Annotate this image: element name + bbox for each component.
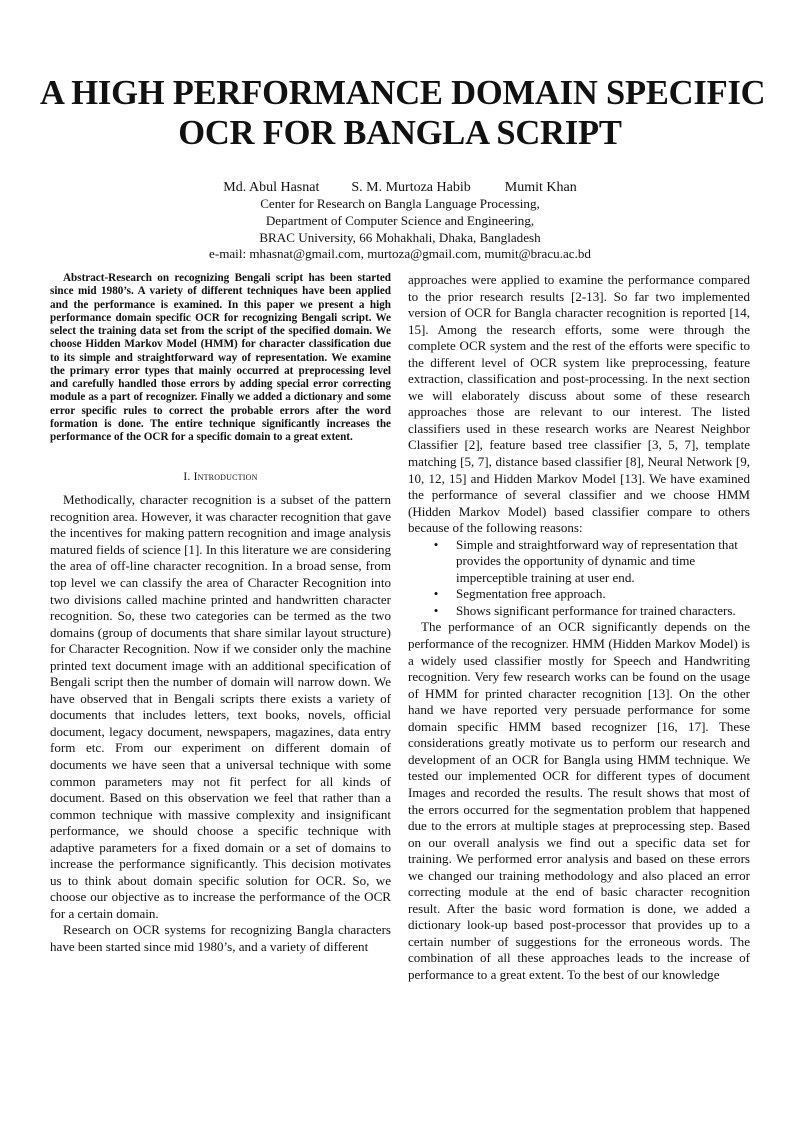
author-name: Md. Abul Hasnat [223,180,320,195]
title-line-2: OCR FOR BANGLA SCRIPT [178,114,622,152]
affiliation-line: BRAC University, 66 Mohakhali, Dhaka, Bangladesh [259,229,541,245]
list-item-text: Segmentation free approach. [456,586,606,602]
paragraph: Research on OCR systems for recognizing Bangla characters have been started since mid 1980’s, and a variety of different [50,922,391,955]
paragraph: The performance of an OCR significantly depends on the performance of the recognizer. HMM (Hidden Markov Model) is a widely used classifier mostly for Speech and Handwriting recognition. Very few research works can be found on the usage of HMM for printed character recognition [13]. On the other hand we have reported very persuade performance for some domain specific HMM based recognizer [16, 17]. These considerations greatly motivate us to perform our research and development of an OCR for Bangla using HMM technique. We tested our implemented OCR for different types of document Images and recorded the results. The result shows that most of the errors occurred for the segmentation problem that happened due to the errors at multiple stages at preprocessing step. Based on our overall analysis we find out a specific data set for training. We performed error analysis and based on these errors we changed our training methodology and also placed an error correcting module at the end of basic character recognition result. After the basic word formation is done, we added a dictionary look-up based post-processor that provides up to a certain number of suggestions for the erroneous words. The combination of all these approaches leads to the increase of performance to a great extent. To the best of our knowledge [408,619,750,982]
affiliation [0,196,800,263]
paragraph: Methodically, character recognition is a subset of the pattern recognition area. However, it was character recognition that gave the incentives for making pattern recognition and image analysis matured fields of science [1]. In this literature we are considering the area of off-line character recognition. In a broad sense, from top level we can classify the area of Character Recognition into two divisions called machine printed and handwritten character recognition. So, these two categories can be termed as the two domains (group of documents that share similar layout structure) for Character Recognition. Now if we consider only the machine printed text document image with an additional specification of Bengali script then the number of domain will narrow down. We have observed that in Bengali scripts there exists a variety of documents that includes letters, text books, novels, official document, legacy document, newspapers, magazines, data entry form etc. From our experiment on different domain of documents we have seen that a universal technique with some common parameters may not fit perfect for all kinds of document. Based on this observation we feel that rather than a common technique with massive complexity and insignificant performance, we should choose a specific technique with adaptive parameters for a fixed domain or a set of domains to increase the performance significantly. This decision motivates us to think about domain specific solution for OCR. So, we choose our objective as to increase the performance of the OCR for a certain domain. [50,492,391,921]
section-heading-introduction [50,470,391,484]
list-item [408,603,750,620]
list-item-text: Simple and straightforward way of representation that provides the opportunity of dynamic and time imperceptible training at user end. [456,536,738,585]
paragraph: approaches were applied to examine the performance compared to the prior research results [2-13]. So far two implemented version of OCR for Bangla character recognition is reported [14, 15]. Among the research efforts, some were through the complete OCR system and the rest of the efforts were specific to the different level of OCR system like preprocessing, feature extraction, classification and post-processing. In the next section we will elaborately discuss about some of these research approaches those are relevant to our interest. The listed classifiers used in these research works are Nearest Neighbor Classifier [2], feature based tree classifier [3, 5, 7], template matching [5, 7], distance based classifier [8], Neural Network [9, 10, 12, 15] and Hidden Markov Model [13]. We have examined the performance of several classifier and we choose HMM (Hidden Markov Model) based classifier compare to others because of the following reasons: [408,272,750,536]
left-column [50,272,391,956]
right-column [408,272,750,984]
abstract: Abstract-Research on recognizing Bengali script has been started since mid 1980’s. A variety of different techniques have been applied and the performance is examined. In this paper we present a high performance domain specific OCR for recognizing Bengali script. We select the training data set from the script of the specified domain. We choose Hidden Markov Model (HMM) for character classification due to its simple and straightforward way of representation. We examine the primary error types that mainly occurred at preprocessing level and carefully handled those errors by adding special error correcting module as a part of recognizer. Finally we added a dictionary and some error specific rules to correct the probable errors after the word formation is done. The entire technique significantly increases the performance of the OCR for a specific domain to a great extent. [50,272,391,443]
affiliation-line: Center for Research on Bangla Language Processing, [260,196,540,211]
bullet-icon: • [433,602,439,618]
list-item-text: Shows significant performance for trained characters. [456,602,736,618]
list-item [408,586,750,603]
affiliation-line: Department of Computer Science and Engineering, [265,212,535,228]
section-number: I. [183,471,191,484]
list-item [408,537,750,587]
title-line-1: A HIGH PERFORMANCE DOMAIN SPECIFIC [40,74,766,112]
bullet-icon: • [433,536,439,552]
paper-title [40,73,766,153]
author-name: Mumit Khan [504,180,577,195]
bullet-list [408,537,750,620]
author-list [0,179,800,196]
bullet-icon: • [433,586,439,602]
author-name: S. M. Murtoza Habib [351,180,471,195]
email-line: e-mail: mhasnat@gmail.com, murtoza@gmail.com, mumit@bracu.ac.bd [209,246,591,262]
section-title: Introduction [193,471,258,484]
